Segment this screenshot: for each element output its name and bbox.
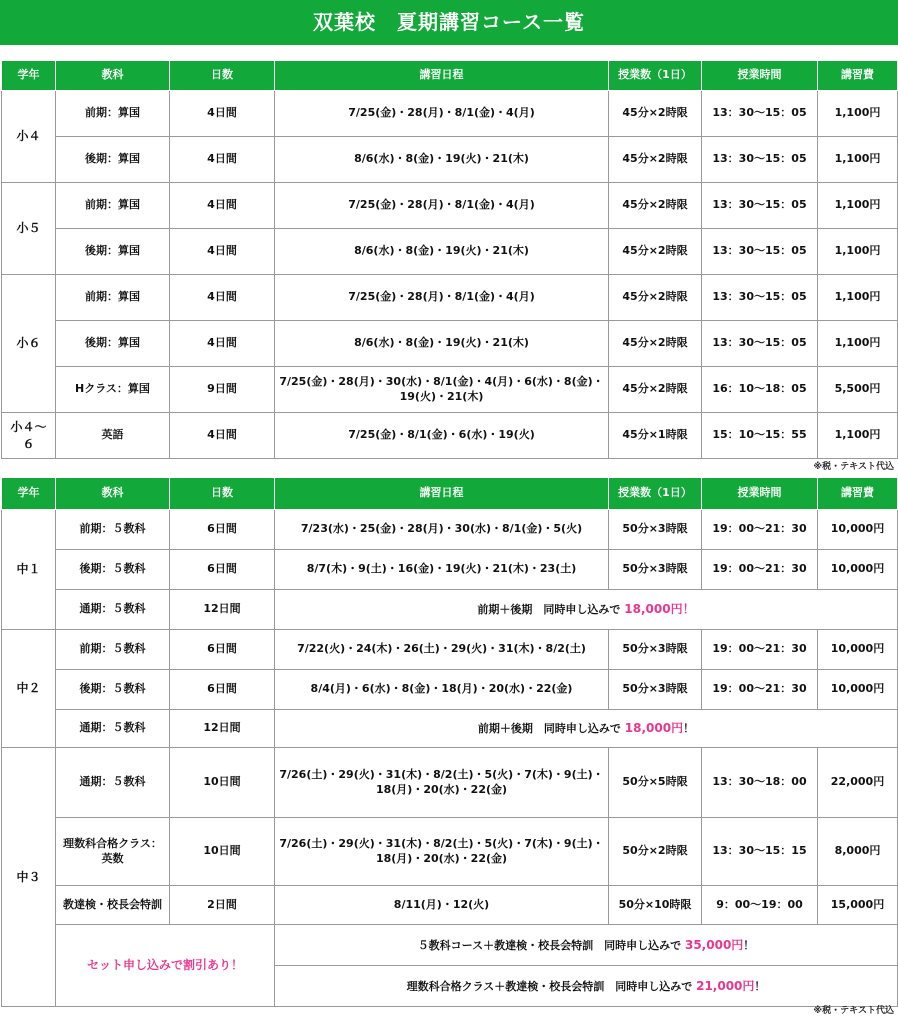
days-cell: 9日間 — [170, 367, 275, 413]
table-row — [2, 321, 898, 367]
lessons-cell: 50分×3時限 — [609, 550, 702, 590]
table-row — [2, 748, 898, 818]
schedule-cell: 8/6(水)・8(金)・19(火)・21(木) — [275, 229, 609, 275]
lessons-cell: 45分×1時限 — [609, 413, 702, 459]
table-row — [2, 229, 898, 275]
days-cell: 6日間 — [170, 670, 275, 710]
offer-suffix: ！ — [743, 938, 755, 952]
days-cell: 4日間 — [170, 91, 275, 137]
header-days: 日数 — [170, 478, 275, 510]
grade-cell: 小４ — [2, 91, 56, 183]
offer-text: 前期＋後期 同時申し込みで — [477, 603, 621, 617]
header-lessons: 授業数（1日） — [609, 61, 702, 91]
time-cell: 19：00〜21：30 — [702, 510, 818, 550]
offer-text: 前期＋後期 同時申し込みで — [477, 722, 621, 736]
offer-suffix: ！ — [683, 722, 695, 736]
time-cell: 9：00〜19：00 — [702, 886, 818, 925]
subject-cell: 前期：算国 — [56, 183, 170, 229]
lessons-cell: 45分×2時限 — [609, 275, 702, 321]
days-cell: 6日間 — [170, 510, 275, 550]
days-cell: 4日間 — [170, 413, 275, 459]
subject-cell: 後期：算国 — [56, 229, 170, 275]
header-subject: 教科 — [56, 478, 170, 510]
header-fee: 講習費 — [818, 61, 898, 91]
schedule-cell: 8/7(木)・9(土)・16(金)・19(火)・21(木)・23(土) — [275, 550, 609, 590]
lessons-cell: 45分×2時限 — [609, 137, 702, 183]
grade-cell: 中２ — [2, 630, 56, 748]
table-row — [2, 670, 898, 710]
table-row — [2, 630, 898, 670]
grade-cell: 中３ — [2, 748, 56, 1007]
subject-cell: 後期：算国 — [56, 137, 170, 183]
fee-cell: 22,000円 — [818, 748, 898, 818]
time-cell: 15：10〜15：55 — [702, 413, 818, 459]
fee-cell: 1,100円 — [818, 321, 898, 367]
time-cell: 13：30〜15：05 — [702, 137, 818, 183]
header-subject: 教科 — [56, 61, 170, 91]
table-row — [2, 91, 898, 137]
days-cell: 4日間 — [170, 183, 275, 229]
days-cell: 10日間 — [170, 748, 275, 818]
table-row — [2, 137, 898, 183]
lessons-cell: 45分×2時限 — [609, 367, 702, 413]
subject-cell: 英語 — [56, 413, 170, 459]
time-cell: 13：30〜15：05 — [702, 183, 818, 229]
header-time: 授業時間 — [702, 478, 818, 510]
schedule-cell: 7/25(金)・28(月)・30(水)・8/1(金)・4(月)・6(水)・8(金)・19(火)・21(木) — [275, 367, 609, 413]
subject-cell: 前期：５教科 — [56, 630, 170, 670]
set-discount-note: セット申し込みで割引あり！ — [56, 925, 275, 1007]
table-row — [2, 510, 898, 550]
time-cell: 13：30〜15：05 — [702, 229, 818, 275]
set-offer-cell — [275, 590, 898, 630]
table-row — [2, 413, 898, 459]
lessons-cell: 50分×3時限 — [609, 670, 702, 710]
subject-cell: 後期：５教科 — [56, 550, 170, 590]
time-cell: 13：30〜15：05 — [702, 275, 818, 321]
fee-cell: 1,100円 — [818, 275, 898, 321]
offer-text: ５教科コース＋教達検・校長会特訓 同時申し込みで — [417, 938, 682, 952]
table-row — [2, 925, 898, 966]
subject-cell: 通期：５教科 — [56, 748, 170, 818]
lessons-cell: 50分×3時限 — [609, 630, 702, 670]
lessons-cell: 45分×2時限 — [609, 321, 702, 367]
header-schedule: 講習日程 — [275, 478, 609, 510]
days-cell: 4日間 — [170, 137, 275, 183]
schedule-cell: 7/25(金)・28(月)・8/1(金)・4(月) — [275, 183, 609, 229]
time-cell: 19：00〜21：30 — [702, 550, 818, 590]
days-cell: 4日間 — [170, 321, 275, 367]
lessons-cell: 45分×2時限 — [609, 91, 702, 137]
fee-cell: 1,100円 — [818, 183, 898, 229]
time-cell: 13：30〜18：00 — [702, 748, 818, 818]
schedule-cell: 7/25(金)・8/1(金)・6(水)・19(火) — [275, 413, 609, 459]
subject-cell: 教達検・校長会特訓 — [56, 886, 170, 925]
days-cell: 6日間 — [170, 630, 275, 670]
fee-cell: 8,000円 — [818, 818, 898, 886]
subject-cell: 通期：５教科 — [56, 710, 170, 748]
offer-text: 理数科合格クラス＋教達検・校長会特訓 同時申し込みで — [406, 979, 693, 993]
table-row — [2, 818, 898, 886]
time-cell: 19：00〜21：30 — [702, 630, 818, 670]
fee-cell: 15,000円 — [818, 886, 898, 925]
offer-suffix: ！ — [754, 979, 766, 993]
time-cell: 13：30〜15：05 — [702, 321, 818, 367]
schedule-cell: 8/4(月)・6(水)・8(金)・18(月)・20(水)・22(金) — [275, 670, 609, 710]
offer-price: 35,000円 — [684, 937, 744, 952]
schedule-cell: 7/26(土)・29(火)・31(木)・8/2(土)・5(火)・7(木)・9(土)・18(月)・20(水)・22(金) — [275, 818, 609, 886]
header-grade: 学年 — [2, 61, 56, 91]
fee-cell: 5,500円 — [818, 367, 898, 413]
offer-price: 18,000円 — [624, 721, 684, 736]
time-cell: 16：10〜18：05 — [702, 367, 818, 413]
schedule-cell: 7/23(水)・25(金)・28(月)・30(水)・8/1(金)・5(火) — [275, 510, 609, 550]
days-cell: 2日間 — [170, 886, 275, 925]
table-header-row — [2, 478, 898, 510]
fee-cell: 10,000円 — [818, 630, 898, 670]
table-row — [2, 590, 898, 630]
days-cell: 12日間 — [170, 590, 275, 630]
days-cell: 4日間 — [170, 229, 275, 275]
header-lessons: 授業数（1日） — [609, 478, 702, 510]
time-cell: 19：00〜21：30 — [702, 670, 818, 710]
lessons-cell: 45分×2時限 — [609, 183, 702, 229]
grade-cell: 中１ — [2, 510, 56, 630]
header-days: 日数 — [170, 61, 275, 91]
page-title: 双葉校 夏期講習コース一覧 — [0, 0, 898, 45]
subject-cell: 後期：５教科 — [56, 670, 170, 710]
offer-price: 21,000円 — [696, 978, 755, 993]
grade-cell: 小４〜６ — [2, 413, 56, 459]
subject-cell: 前期：算国 — [56, 91, 170, 137]
grade-cell: 小５ — [2, 183, 56, 275]
table-header-row — [2, 61, 898, 91]
fee-cell: 10,000円 — [818, 670, 898, 710]
middle-course-table — [1, 477, 898, 1007]
table-row — [2, 710, 898, 748]
days-cell: 4日間 — [170, 275, 275, 321]
set-offer-cell — [275, 710, 898, 748]
subject-cell: 理数科合格クラス：英数 — [56, 818, 170, 886]
fee-cell: 1,100円 — [818, 413, 898, 459]
days-cell: 12日間 — [170, 710, 275, 748]
time-cell: 13：30〜15：05 — [702, 91, 818, 137]
fee-cell: 10,000円 — [818, 550, 898, 590]
elementary-course-table — [1, 60, 898, 459]
schedule-cell: 7/22(火)・24(木)・26(土)・29(火)・31(木)・8/2(土) — [275, 630, 609, 670]
subject-cell: 後期：算国 — [56, 321, 170, 367]
table-row — [2, 367, 898, 413]
fee-cell: 1,100円 — [818, 229, 898, 275]
set-offer-cell — [275, 966, 898, 1007]
lessons-cell: 50分×5時限 — [609, 748, 702, 818]
time-cell: 13：30〜15：15 — [702, 818, 818, 886]
days-cell: 10日間 — [170, 818, 275, 886]
table-row — [2, 275, 898, 321]
subject-cell: 前期：算国 — [56, 275, 170, 321]
subject-cell: 通期：５教科 — [56, 590, 170, 630]
fee-cell: 10,000円 — [818, 510, 898, 550]
grade-cell: 小６ — [2, 275, 56, 413]
schedule-cell: 7/26(土)・29(火)・31(木)・8/2(土)・5(火)・7(木)・9(土)・18(月)・20(水)・22(金) — [275, 748, 609, 818]
header-time: 授業時間 — [702, 61, 818, 91]
set-offer-cell — [275, 925, 898, 966]
schedule-cell: 8/6(水)・8(金)・19(火)・21(木) — [275, 137, 609, 183]
subject-cell: 前期：５教科 — [56, 510, 170, 550]
schedule-cell: 8/11(月)・12(火) — [275, 886, 609, 925]
header-fee: 講習費 — [818, 478, 898, 510]
tax-note: ※税・テキスト代込 — [813, 1006, 894, 1016]
fee-cell: 1,100円 — [818, 137, 898, 183]
table-row — [2, 183, 898, 229]
lessons-cell: 50分×10時限 — [609, 886, 702, 925]
table-row — [2, 550, 898, 590]
header-schedule: 講習日程 — [275, 61, 609, 91]
lessons-cell: 50分×3時限 — [609, 510, 702, 550]
offer-price: 18,000円！ — [624, 602, 695, 617]
schedule-cell: 8/6(水)・8(金)・19(火)・21(木) — [275, 321, 609, 367]
subject-cell: Hクラス：算国 — [56, 367, 170, 413]
fee-cell: 1,100円 — [818, 91, 898, 137]
lessons-cell: 50分×2時限 — [609, 818, 702, 886]
tax-note: ※税・テキスト代込 — [813, 462, 894, 472]
lessons-cell: 45分×2時限 — [609, 229, 702, 275]
table-row — [2, 886, 898, 925]
schedule-cell: 7/25(金)・28(月)・8/1(金)・4(月) — [275, 275, 609, 321]
days-cell: 6日間 — [170, 550, 275, 590]
schedule-cell: 7/25(金)・28(月)・8/1(金)・4(月) — [275, 91, 609, 137]
header-grade: 学年 — [2, 478, 56, 510]
